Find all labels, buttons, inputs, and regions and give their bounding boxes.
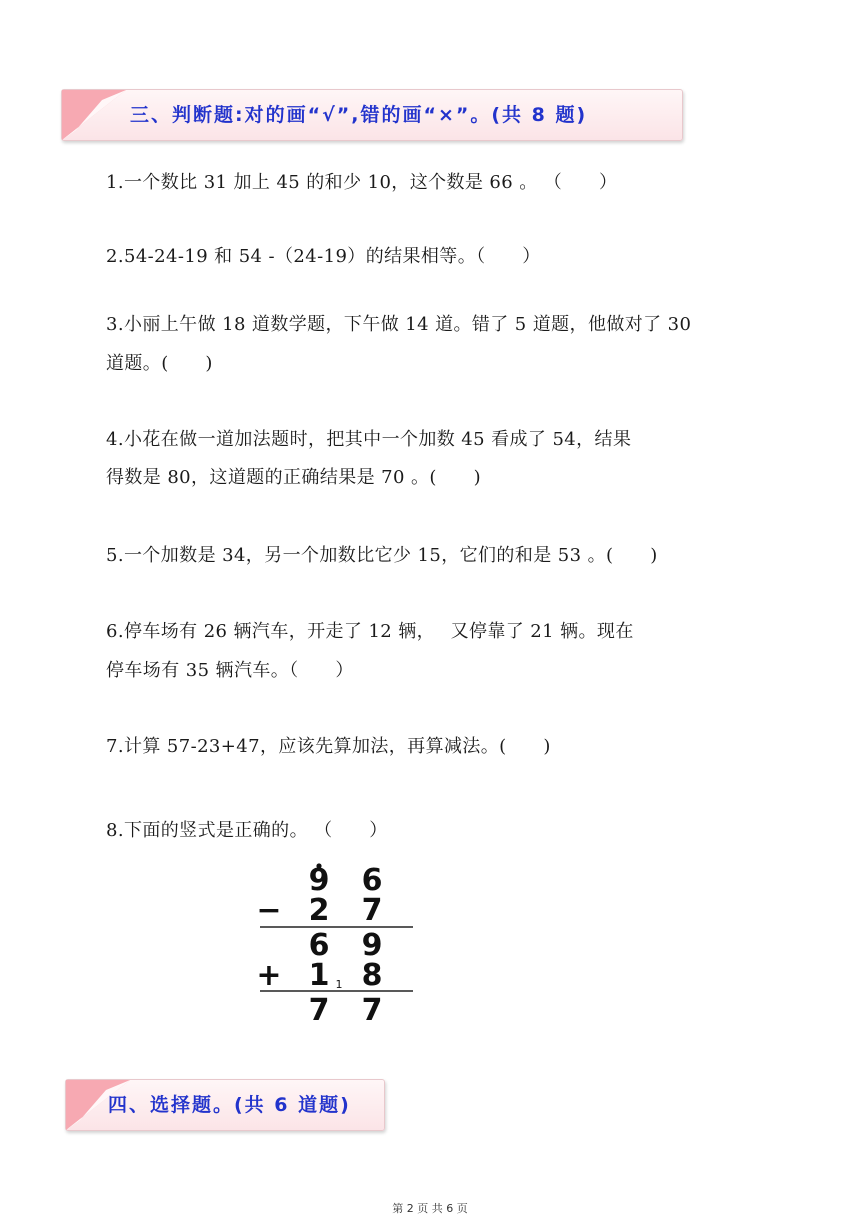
section-4-header	[65, 1079, 385, 1131]
row5-ones: 7	[361, 993, 383, 1028]
row4-ones: 8	[361, 958, 383, 993]
question-7: 7.计算 57-23+47，应该先算加法，再算减法。( )	[106, 736, 551, 757]
question-4: 4.小花在做一道加法题时，把其中一个加数 45 看成了 54，结果 得数是 80，这道题的正确结果是 70 。( )	[106, 429, 632, 488]
row2-operator: −	[256, 893, 282, 928]
section-4-title: 四、选择题。(共 6 道题)	[108, 1094, 351, 1116]
row4-tens: 1	[308, 958, 330, 993]
section-3-header	[61, 89, 683, 141]
question-3: 3.小丽上午做 18 道数学题，下午做 14 道。错了 5 道题，他做对了 30 道题。( )	[106, 314, 692, 374]
question-6: 6.停车场有 26 辆汽车，开走了 12 辆， 又停靠了 21 辆。现在 停车场有 35 辆汽车。（ ）	[106, 621, 634, 681]
question-5: 5.一个加数是 34，另一个加数比它少 15，它们的和是 53 。( )	[106, 545, 658, 566]
question-8: 8.下面的竖式是正确的。 （ ）	[106, 820, 388, 841]
section-3-title: 三、判断题:对的画“√”,错的画“×”。(共 8 题)	[130, 104, 588, 126]
row2-ones: 7	[361, 893, 383, 928]
row2-tens: 2	[308, 893, 330, 928]
row1-tens: 9	[308, 863, 330, 898]
row3-ones: 9	[361, 928, 383, 963]
question-1: 1.一个数比 31 加上 45 的和少 10，这个数是 66 。 （ ）	[106, 172, 618, 193]
question-2: 2.54-24-19 和 54 -（24-19）的结果相等。（ ）	[106, 246, 541, 267]
row1-ones: 6	[361, 863, 383, 898]
carry-digit: 1	[335, 978, 343, 991]
vertical-calculation	[255, 858, 425, 1028]
page-footer: 第 2 页 共 6 页	[392, 1202, 468, 1215]
page-curl-icon	[62, 90, 126, 140]
row4-operator: +	[256, 958, 282, 993]
row3-tens: 6	[308, 928, 330, 963]
row5-tens: 7	[308, 993, 330, 1028]
